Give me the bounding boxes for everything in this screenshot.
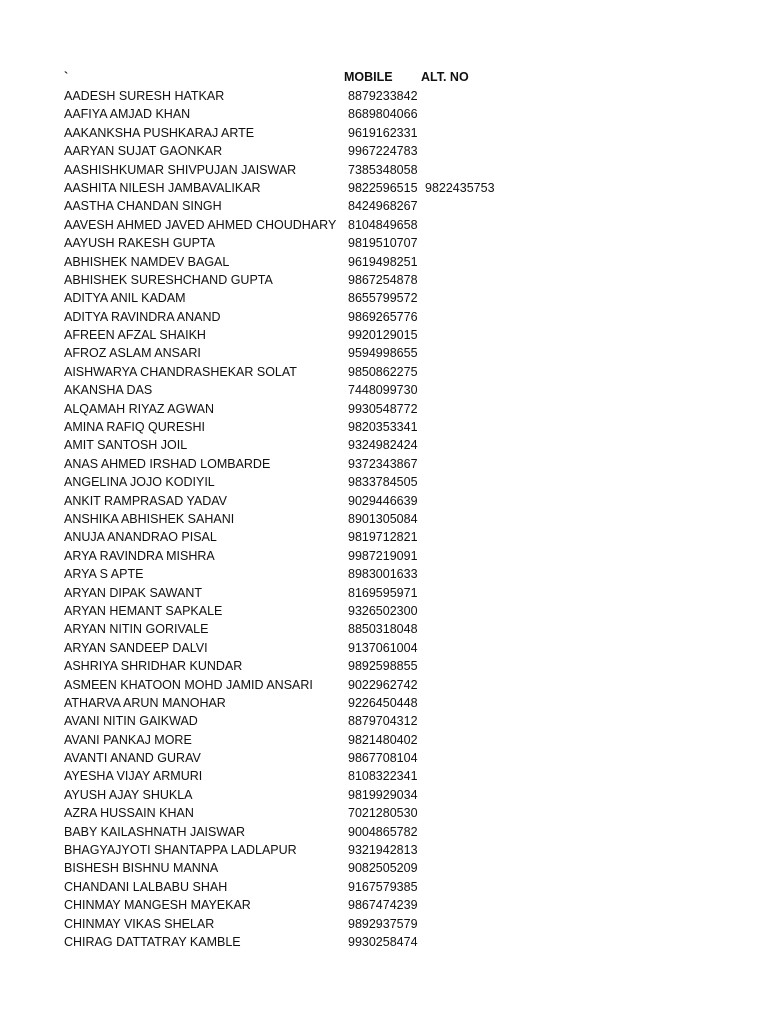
table-row [64,767,704,785]
row-mobile: 9167579385 [348,879,418,894]
row-mobile: 9082505209 [348,861,418,876]
row-mobile: 9833784505 [348,475,418,490]
table-row [64,344,704,362]
table-row [64,602,704,620]
row-mobile: 9619162331 [348,125,418,140]
row-name: AADESH SURESH HATKAR [64,89,225,103]
row-name: ATHARVA ARUN MANOHAR [64,695,226,710]
row-mobile: 8104849658 [348,217,418,232]
row-name: AZRA HUSSAIN KHAN [64,806,194,821]
row-mobile: 9619498251 [348,254,418,269]
row-mobile: 9967224783 [348,144,418,159]
table-row [64,915,704,933]
row-mobile: 9324982424 [348,438,418,453]
table-row [64,271,704,289]
row-name: AVANI NITIN GAIKWAD [64,714,198,729]
table-row [64,510,704,528]
row-name: AAVESH AHMED JAVED AHMED CHOUDHARY [64,217,337,232]
row-mobile: 9867474239 [348,898,418,913]
row-mobile: 7021280530 [348,806,418,821]
row-alt-no: 9822435753 [425,180,495,195]
row-mobile: 9137061004 [348,640,418,655]
table-row [64,197,704,215]
table-row [64,234,704,252]
table-row [64,841,704,859]
row-name: ASMEEN KHATOON MOHD JAMID ANSARI [64,677,313,692]
row-mobile: 9930258474 [348,934,418,949]
row-name: AMINA RAFIQ QURESHI [64,420,205,435]
table-row [64,528,704,546]
row-mobile: 9029446639 [348,493,418,508]
table-body [64,87,704,951]
table-row [64,179,704,197]
row-name: AARYAN SUJAT GAONKAR [64,144,223,159]
table-row [64,253,704,271]
table-row [64,105,704,123]
table-row [64,436,704,454]
table-row [64,216,704,234]
row-name: CHINMAY MANGESH MAYEKAR [64,898,251,913]
contact-sheet [64,68,704,951]
row-mobile: 9819929034 [348,787,418,802]
row-mobile: 9930548772 [348,401,418,416]
row-mobile: 8983001633 [348,567,418,582]
row-name: CHANDANI LALBABU SHAH [64,879,228,894]
table-row [64,639,704,657]
row-mobile: 7385348058 [348,162,418,177]
row-name: ADITYA ANIL KADAM [64,291,186,306]
row-name: AAKANKSHA PUSHKARAJ ARTE [64,125,255,140]
table-row [64,896,704,914]
table-row [64,804,704,822]
row-mobile: 9004865782 [348,824,418,839]
table-row [64,565,704,583]
row-name: ALQAMAH RIYAZ AGWAN [64,401,215,416]
row-name: ARYA S APTE [64,567,144,582]
row-mobile: 9022962742 [348,677,418,692]
row-mobile: 9820353341 [348,420,418,435]
table-row [64,620,704,638]
row-mobile: 9892598855 [348,659,418,674]
row-name: BISHESH BISHNU MANNA [64,861,219,876]
table-row [64,161,704,179]
row-name: ABHISHEK SURESHCHAND GUPTA [64,272,273,287]
row-name: AVANTI ANAND GURAV [64,751,201,766]
row-mobile: 9226450448 [348,695,418,710]
row-name: BABY KAILASHNATH JAISWAR [64,824,246,839]
row-name: AASHISHKUMAR SHIVPUJAN JAISWAR [64,162,297,177]
table-row [64,657,704,675]
table-row [64,363,704,381]
row-mobile: 8169595971 [348,585,418,600]
table-row [64,731,704,749]
row-name: ABHISHEK NAMDEV BAGAL [64,254,230,269]
table-row [64,418,704,436]
row-name: AISHWARYA CHANDRASHEKAR SOLAT [64,364,297,379]
header-mobile: MOBILE [344,70,393,84]
row-mobile: 9819510707 [348,236,418,251]
table-row [64,326,704,344]
row-mobile: 8901305084 [348,511,418,526]
row-mobile: 9822596515 [348,180,418,195]
row-mobile: 8879704312 [348,714,418,729]
table-row [64,749,704,767]
row-name: AASHITA NILESH JAMBAVALIKAR [64,180,261,195]
table-row [64,584,704,602]
table-row [64,455,704,473]
row-name: AVANI PANKAJ MORE [64,732,192,747]
row-mobile: 9321942813 [348,843,418,858]
table-row [64,878,704,896]
table-row [64,712,704,730]
table-row [64,400,704,418]
row-mobile: 8108322341 [348,769,418,784]
row-mobile: 9819712821 [348,530,418,545]
row-mobile: 9850862275 [348,364,418,379]
row-name: BHAGYAJYOTI SHANTAPPA LADLAPUR [64,843,297,858]
row-name: ADITYA RAVINDRA ANAND [64,309,221,324]
row-mobile: 9987219091 [348,548,418,563]
row-name: ANGELINA JOJO KODIYIL [64,475,215,490]
row-name: AFROZ ASLAM ANSARI [64,346,201,361]
table-row [64,492,704,510]
header-col-a: ` [64,70,69,84]
row-name: ARYA RAVINDRA MISHRA [64,548,215,563]
row-name: AYUSH AJAY SHUKLA [64,787,193,802]
row-mobile: 8879233842 [348,89,418,103]
row-name: CHINMAY VIKAS SHELAR [64,916,215,931]
row-mobile: 9372343867 [348,456,418,471]
table-row [64,87,704,105]
row-name: AAFIYA AMJAD KHAN [64,107,191,122]
row-name: AMIT SANTOSH JOIL [64,438,188,453]
table-row [64,823,704,841]
row-mobile: 9821480402 [348,732,418,747]
table-header [64,68,704,87]
row-mobile: 8689804066 [348,107,418,122]
row-name: ANSHIKA ABHISHEK SAHANI [64,511,235,526]
table-row [64,547,704,565]
table-row [64,933,704,951]
row-name: AAYUSH RAKESH GUPTA [64,236,215,251]
row-mobile: 9892937579 [348,916,418,931]
table-row [64,786,704,804]
row-name: ANAS AHMED IRSHAD LOMBARDE [64,456,271,471]
row-mobile: 8850318048 [348,622,418,637]
row-mobile: 7448099730 [348,383,418,398]
table-row [64,676,704,694]
table-row [64,289,704,307]
row-name: ANUJA ANANDRAO PISAL [64,530,217,545]
row-name: ARYAN SANDEEP DALVI [64,640,208,655]
table-row [64,473,704,491]
row-mobile: 9867254878 [348,272,418,287]
row-name: ANKIT RAMPRASAD YADAV [64,493,228,508]
row-name: AFREEN AFZAL SHAIKH [64,328,206,343]
row-name: AASTHA CHANDAN SINGH [64,199,222,214]
header-alt-no: ALT. NO [421,70,469,84]
row-mobile: 9326502300 [348,603,418,618]
row-name: AYESHA VIJAY ARMURI [64,769,203,784]
table-row [64,142,704,160]
table-row [64,859,704,877]
table-row [64,694,704,712]
row-mobile: 8424968267 [348,199,418,214]
row-name: ARYAN HEMANT SAPKALE [64,603,223,618]
row-name: AKANSHA DAS [64,383,153,398]
row-name: CHIRAG DATTATRAY KAMBLE [64,934,241,949]
row-mobile: 9594998655 [348,346,418,361]
row-mobile: 9869265776 [348,309,418,324]
row-name: ARYAN NITIN GORIVALE [64,622,209,637]
row-name: ASHRIYA SHRIDHAR KUNDAR [64,659,243,674]
row-mobile: 8655799572 [348,291,418,306]
table-row [64,381,704,399]
row-mobile: 9867708104 [348,751,418,766]
row-mobile: 9920129015 [348,328,418,343]
table-row [64,124,704,142]
row-name: ARYAN DIPAK SAWANT [64,585,202,600]
table-row [64,308,704,326]
